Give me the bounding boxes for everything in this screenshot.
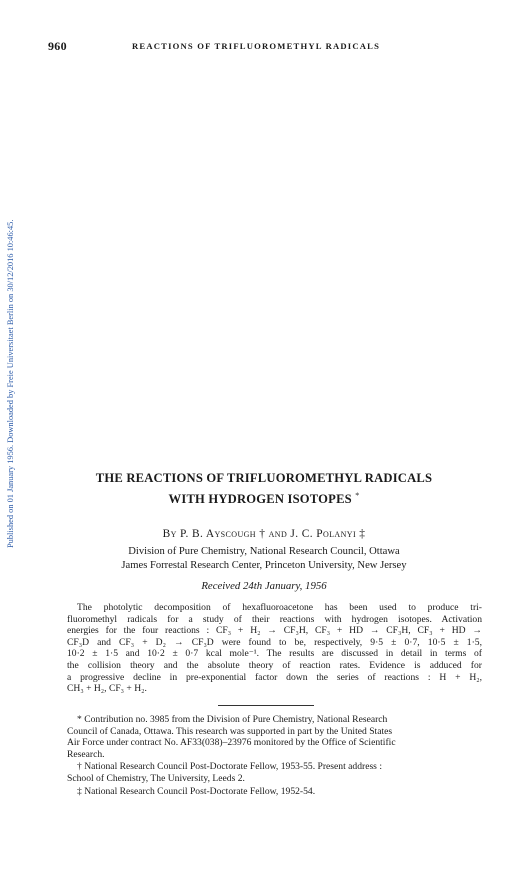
footnote-1-line-3: Air Force under contract No. AF33(038)–23976 monitored by the Office of Scientific (67, 737, 396, 749)
abstract-line: a progressive decline in pre-exponential factor down the series of reactions : H + H₂, (67, 671, 482, 683)
footnote-2-line-2: School of Chemistry, The University, Leeds 2. (67, 772, 245, 784)
title-footnote-mark: * (355, 491, 360, 500)
footnote-1-line-1: * Contribution no. 3985 from the Division of Pure Chemistry, National Research (77, 714, 388, 725)
running-head: REACTIONS OF TRIFLUOROMETHYL RADICALS (132, 41, 381, 51)
footnote-3-line-1: ‡ National Research Council Post-Doctorate Fellow, 1952-54. (77, 785, 316, 797)
footnote-2 (67, 761, 482, 784)
abstract (67, 602, 482, 695)
footnote-2-line-1: † National Research Council Post-Doctorate Fellow, 1953-55. Present address : (77, 761, 382, 773)
footnote-3 (67, 786, 482, 798)
footnote-1-line-2: Council of Canada, Ottawa. This research was supported in part by the United States (67, 725, 393, 737)
abstract-line: the collision theory and the absolute theory of reaction rates. Evidence is adduced for (67, 659, 482, 671)
title-line-2 (48, 487, 480, 508)
download-watermark: Published on 01 January 1956. Downloaded by Freie Universitaet Berlin on 30/12/2016 10:46:45. (6, 219, 15, 548)
authors-by: By (162, 528, 177, 540)
author-1: P. B. Ayscough (180, 528, 256, 540)
affiliation-2: James Forrestal Research Center, Princeton University, New Jersey (121, 560, 407, 571)
page-number: 960 (48, 39, 67, 53)
author-1-mark: † (259, 528, 266, 540)
title-line-2-text: WITH HYDROGEN ISOTOPES (168, 492, 352, 507)
abstract-line: CH₃ + H₂, CF₃ + H₂. (67, 683, 147, 695)
footnote-1 (67, 714, 482, 760)
affiliation-1: Division of Pure Chemistry, National Research Council, Ottawa (128, 546, 400, 557)
article-title (48, 470, 480, 508)
author-2: J. C. Polanyi (290, 528, 357, 540)
abstract-line: 10·2 ± 1·5 and 10·2 ± 0·7 kcal mole⁻¹. The results are discussed in detail in terms of (67, 648, 482, 660)
footnotes (67, 714, 482, 798)
authors (48, 528, 480, 540)
abstract-line: The photolytic decomposition of hexafluoroacetone has been used to produce tri- (77, 602, 482, 613)
title-line-1: THE REACTIONS OF TRIFLUOROMETHYL RADICALS (95, 471, 433, 485)
abstract-line: fluoromethyl radicals for a study of their reactions with hydrogen isotopes. Activation (67, 613, 482, 625)
footnote-1-line-4: Research. (67, 748, 105, 760)
received-text: Received 24th January, 1956 (201, 580, 327, 592)
abstract-line: energies for the four reactions : CF₃ + H₂ → CF₃H, CF₃ + HD → CF₃H, CF₃ + HD → (67, 625, 482, 637)
footnote-rule (218, 705, 314, 706)
received-date (48, 580, 480, 592)
authors-and: and (268, 528, 288, 540)
author-2-mark: ‡ (359, 528, 366, 540)
abstract-line: CF₃D and CF₃ + D₂ → CF₃D were found to be, respectively, 9·5 ± 0·7, 10·5 ± 1·5, (67, 636, 482, 648)
